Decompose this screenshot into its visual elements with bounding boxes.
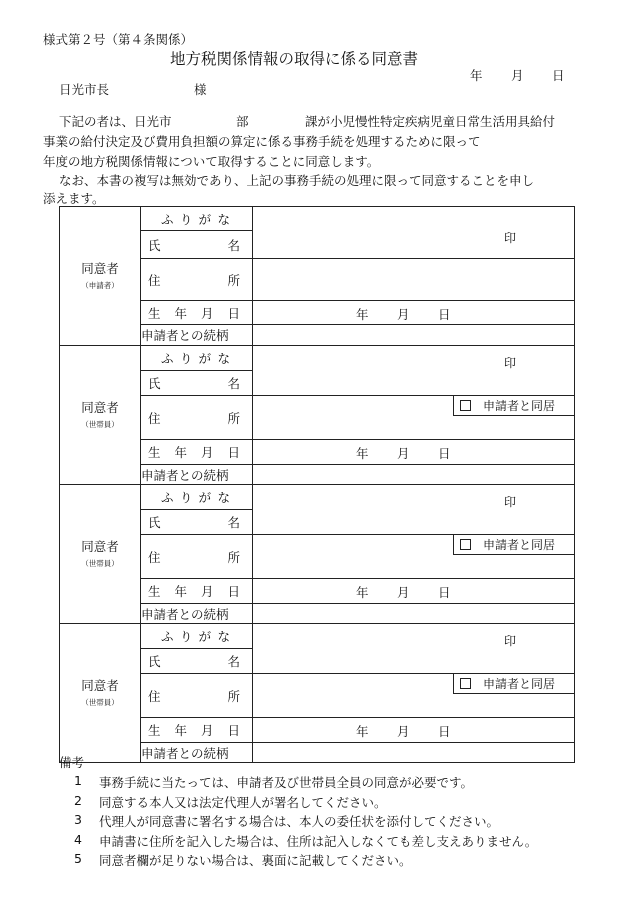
address-field[interactable] <box>253 535 575 579</box>
relation-label: 申請者との続柄 <box>141 743 253 763</box>
note-text: 同意者欄が足りない場合は、裏面に記載してください。 <box>99 853 412 868</box>
birth-year: 年 <box>356 446 369 461</box>
name-label: 氏 名 <box>141 510 253 535</box>
address-label: 住 所 <box>141 535 253 579</box>
relation-field[interactable] <box>253 743 575 763</box>
consenter-label: 同意者 <box>81 677 119 693</box>
note-number: 1 <box>74 773 82 788</box>
body-line-1a: 下記の者は、日光市 <box>59 114 172 129</box>
table-row <box>60 207 575 231</box>
consenter-role: （世帯員） <box>81 420 119 430</box>
relation-label: 申請者との続柄 <box>141 325 253 346</box>
consenter-role: （世帯員） <box>81 559 119 569</box>
consenter-label: 同意者 <box>81 399 119 415</box>
seal-mark: 印 <box>503 634 516 648</box>
note-text: 申請書に住所を記入した場合は、住所は記入しなくても差し支えありません。 <box>99 833 538 849</box>
address-field[interactable] <box>253 396 575 440</box>
note-text: 同意する本人又は法定代理人が署名してください。 <box>99 794 387 810</box>
furigana-label: ふ り が な <box>141 207 253 231</box>
consenter-label-cell <box>60 207 141 346</box>
birthdate-label: 生 年 月 日 <box>141 579 253 604</box>
birthdate-field[interactable] <box>253 718 575 743</box>
birthdate-label: 生 年 月 日 <box>141 440 253 465</box>
relation-label: 申請者との続柄 <box>141 604 253 624</box>
name-label: 氏 名 <box>141 231 253 259</box>
seal-mark: 印 <box>503 231 516 245</box>
addressee: 日光市長 <box>59 82 110 97</box>
relation-field[interactable] <box>253 465 575 485</box>
birthdate-label: 生 年 月 日 <box>141 301 253 325</box>
cohabit-checkbox[interactable] <box>453 396 574 416</box>
cohabit-label: 申請者と同居 <box>483 399 556 413</box>
checkbox-icon[interactable] <box>460 678 471 689</box>
cohabit-label: 申請者と同居 <box>483 677 556 691</box>
date-year-label: 年 <box>470 68 483 83</box>
birth-day: 日 <box>438 585 451 600</box>
consenter-label-cell <box>60 624 141 763</box>
name-label: 氏 名 <box>141 371 253 396</box>
note-text: 事務手続に当たっては、申請者及び世帯員全員の同意が必要です。 <box>99 775 474 790</box>
note-number: 5 <box>74 851 82 866</box>
address-label: 住 所 <box>141 396 253 440</box>
consent-table <box>59 206 575 763</box>
body-line-2: 事業の給付決定及び費用負担額の算定に係る事務手続を処理するために限って <box>43 134 481 149</box>
birth-day: 日 <box>438 724 451 739</box>
birth-year: 年 <box>356 724 369 739</box>
date-day-label: 日 <box>552 68 565 83</box>
table-row <box>60 485 575 510</box>
birth-month: 月 <box>397 724 410 739</box>
body-line-1c: 課が小児慢性特定疾病児童日常生活用具給付 <box>305 114 556 129</box>
note-number: 3 <box>74 812 82 827</box>
consenter-role: （申請者） <box>81 281 119 291</box>
consenter-label-cell <box>60 485 141 624</box>
body-line-1b: 部 <box>236 114 249 129</box>
name-field[interactable] <box>253 485 575 535</box>
name-label: 氏 名 <box>141 649 253 674</box>
birthdate-label: 生 年 月 日 <box>141 718 253 743</box>
relation-field[interactable] <box>253 604 575 624</box>
body-line-3: 年度の地方税関係情報について取得することに同意します。 <box>43 154 380 169</box>
birth-day: 日 <box>438 307 451 322</box>
body-line-4: なお、本書の複写は無効であり、上記の事務手続の処理に限って同意することを申し <box>59 173 535 188</box>
birthdate-field[interactable] <box>253 301 575 325</box>
cohabit-checkbox[interactable] <box>453 674 574 694</box>
checkbox-icon[interactable] <box>460 539 471 550</box>
consenter-label: 同意者 <box>81 260 119 276</box>
address-label: 住 所 <box>141 674 253 718</box>
date-month-label: 月 <box>511 68 524 83</box>
furigana-label: ふ り が な <box>141 346 253 371</box>
name-field[interactable] <box>253 624 575 674</box>
birth-year: 年 <box>356 585 369 600</box>
body-line-5: 添えます。 <box>43 191 105 206</box>
address-field[interactable] <box>253 259 575 301</box>
cohabit-checkbox[interactable] <box>453 535 574 555</box>
seal-mark: 印 <box>503 495 516 509</box>
name-field[interactable] <box>253 346 575 396</box>
birth-day: 日 <box>438 446 451 461</box>
form-number: 様式第２号（第４条関係） <box>43 32 194 47</box>
note-number: 4 <box>74 831 82 847</box>
note-number: 2 <box>74 792 82 808</box>
honorific: 様 <box>194 82 207 97</box>
notes-heading: 備考 <box>59 755 85 770</box>
address-field[interactable] <box>253 674 575 718</box>
consenter-label: 同意者 <box>81 538 119 554</box>
cohabit-label: 申請者と同居 <box>483 538 556 552</box>
birth-year: 年 <box>356 307 369 322</box>
relation-label: 申請者との続柄 <box>141 465 253 485</box>
checkbox-icon[interactable] <box>460 400 471 411</box>
furigana-label: ふ り が な <box>141 624 253 649</box>
birth-month: 月 <box>397 446 410 461</box>
name-field[interactable] <box>253 207 575 259</box>
birth-month: 月 <box>397 585 410 600</box>
birth-month: 月 <box>397 307 410 322</box>
table-row <box>60 346 575 371</box>
address-label: 住 所 <box>141 259 253 301</box>
relation-field[interactable] <box>253 325 575 346</box>
consenter-label-cell <box>60 346 141 485</box>
furigana-label: ふ り が な <box>141 485 253 510</box>
birthdate-field[interactable] <box>253 440 575 465</box>
seal-mark: 印 <box>503 356 516 370</box>
note-text: 代理人が同意書に署名する場合は、本人の委任状を添付してください。 <box>99 814 500 829</box>
page-title: 地方税関係情報の取得に係る同意書 <box>170 50 419 68</box>
birthdate-field[interactable] <box>253 579 575 604</box>
table-row <box>60 624 575 649</box>
consenter-role: （世帯員） <box>81 698 119 708</box>
